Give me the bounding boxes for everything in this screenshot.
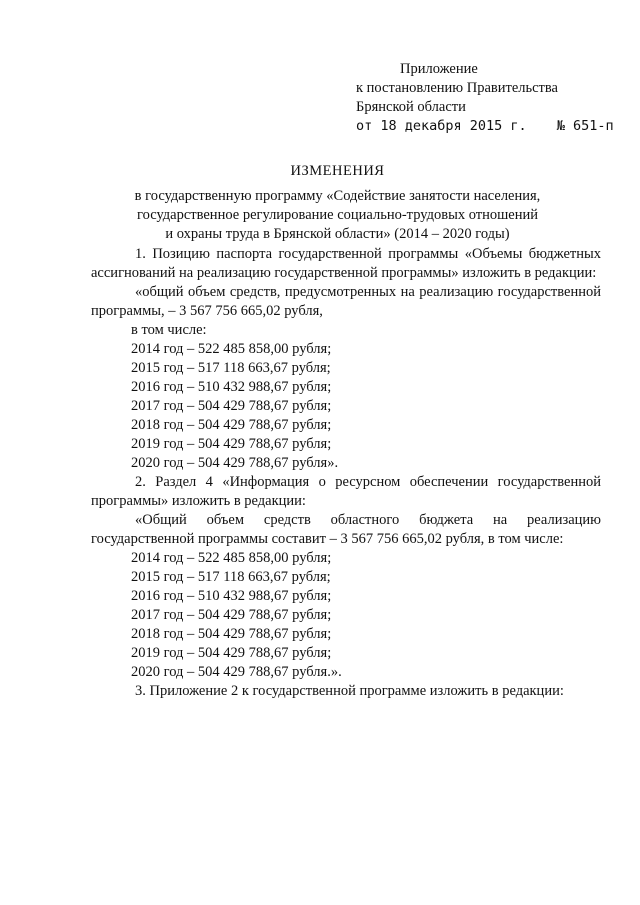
title-block xyxy=(60,162,615,244)
section-1-including: в том числе: xyxy=(131,322,207,338)
section-1-quote: «общий объем средств, предусмотренных на реализацию государственной программы, – 3 567 756 665,02 рубля, xyxy=(91,284,601,319)
annex-decree-line xyxy=(356,117,614,136)
list-item: 2019 год – 504 429 788,67 рубля; xyxy=(131,645,332,661)
list-item: 2017 год – 504 429 788,67 рубля; xyxy=(131,607,332,623)
section-2-quote: «Общий объем средств областного бюджета на реализацию государственной программы составит – 3 567 756 665,02 рубля, в том числе: xyxy=(91,512,601,547)
list-item: 2018 год – 504 429 788,67 рубля; xyxy=(131,417,332,433)
list-item: 2015 год – 517 118 663,67 рубля; xyxy=(131,569,331,585)
list-item: 2017 год – 504 429 788,67 рубля; xyxy=(131,398,332,414)
annex-date: от 18 декабря 2015 г. xyxy=(356,118,527,134)
section-2-intro: 2. Раздел 4 «Информация о ресурсном обеспечении государственной программы» изложить в редакции: xyxy=(91,474,601,509)
list-item: 2014 год – 522 485 858,00 рубля; xyxy=(131,550,332,566)
list-item: 2018 год – 504 429 788,67 рубля; xyxy=(131,626,332,642)
title-line-2: государственное регулирование социально-трудовых отношений xyxy=(137,207,538,223)
annex-block xyxy=(356,60,614,136)
annex-decree-ref: к постановлению Правительства xyxy=(356,80,558,96)
section-1-years xyxy=(91,340,601,473)
annex-number: № 651-п xyxy=(556,118,614,134)
page-title: ИЗМЕНЕНИЯ xyxy=(290,163,385,179)
title-line-3: и охраны труда в Брянской области» (2014 – 2020 годы) xyxy=(165,226,510,242)
list-item: 2016 год – 510 432 988,67 рубля; xyxy=(131,588,332,604)
list-item: 2015 год – 517 118 663,67 рубля; xyxy=(131,360,331,376)
list-item: 2014 год – 522 485 858,00 рубля; xyxy=(131,341,332,357)
annex-region: Брянской области xyxy=(356,99,466,115)
section-3-intro: 3. Приложение 2 к государственной программе изложить в редакции: xyxy=(135,683,564,699)
list-item: 2020 год – 504 429 788,67 рубля.». xyxy=(131,664,342,680)
list-item: 2016 год – 510 432 988,67 рубля; xyxy=(131,379,332,395)
section-1-intro: 1. Позицию паспорта государственной программы «Объемы бюджетных ассигнований на реализацию государственной программы» изложить в редакции: xyxy=(91,246,601,281)
list-item: 2020 год – 504 429 788,67 рубля». xyxy=(131,455,339,471)
document-body xyxy=(91,245,601,701)
annex-label: Приложение xyxy=(400,61,478,77)
section-2-years xyxy=(91,549,601,682)
title-line-1: в государственную программу «Содействие занятости населения, xyxy=(134,188,541,204)
list-item: 2019 год – 504 429 788,67 рубля; xyxy=(131,436,332,452)
